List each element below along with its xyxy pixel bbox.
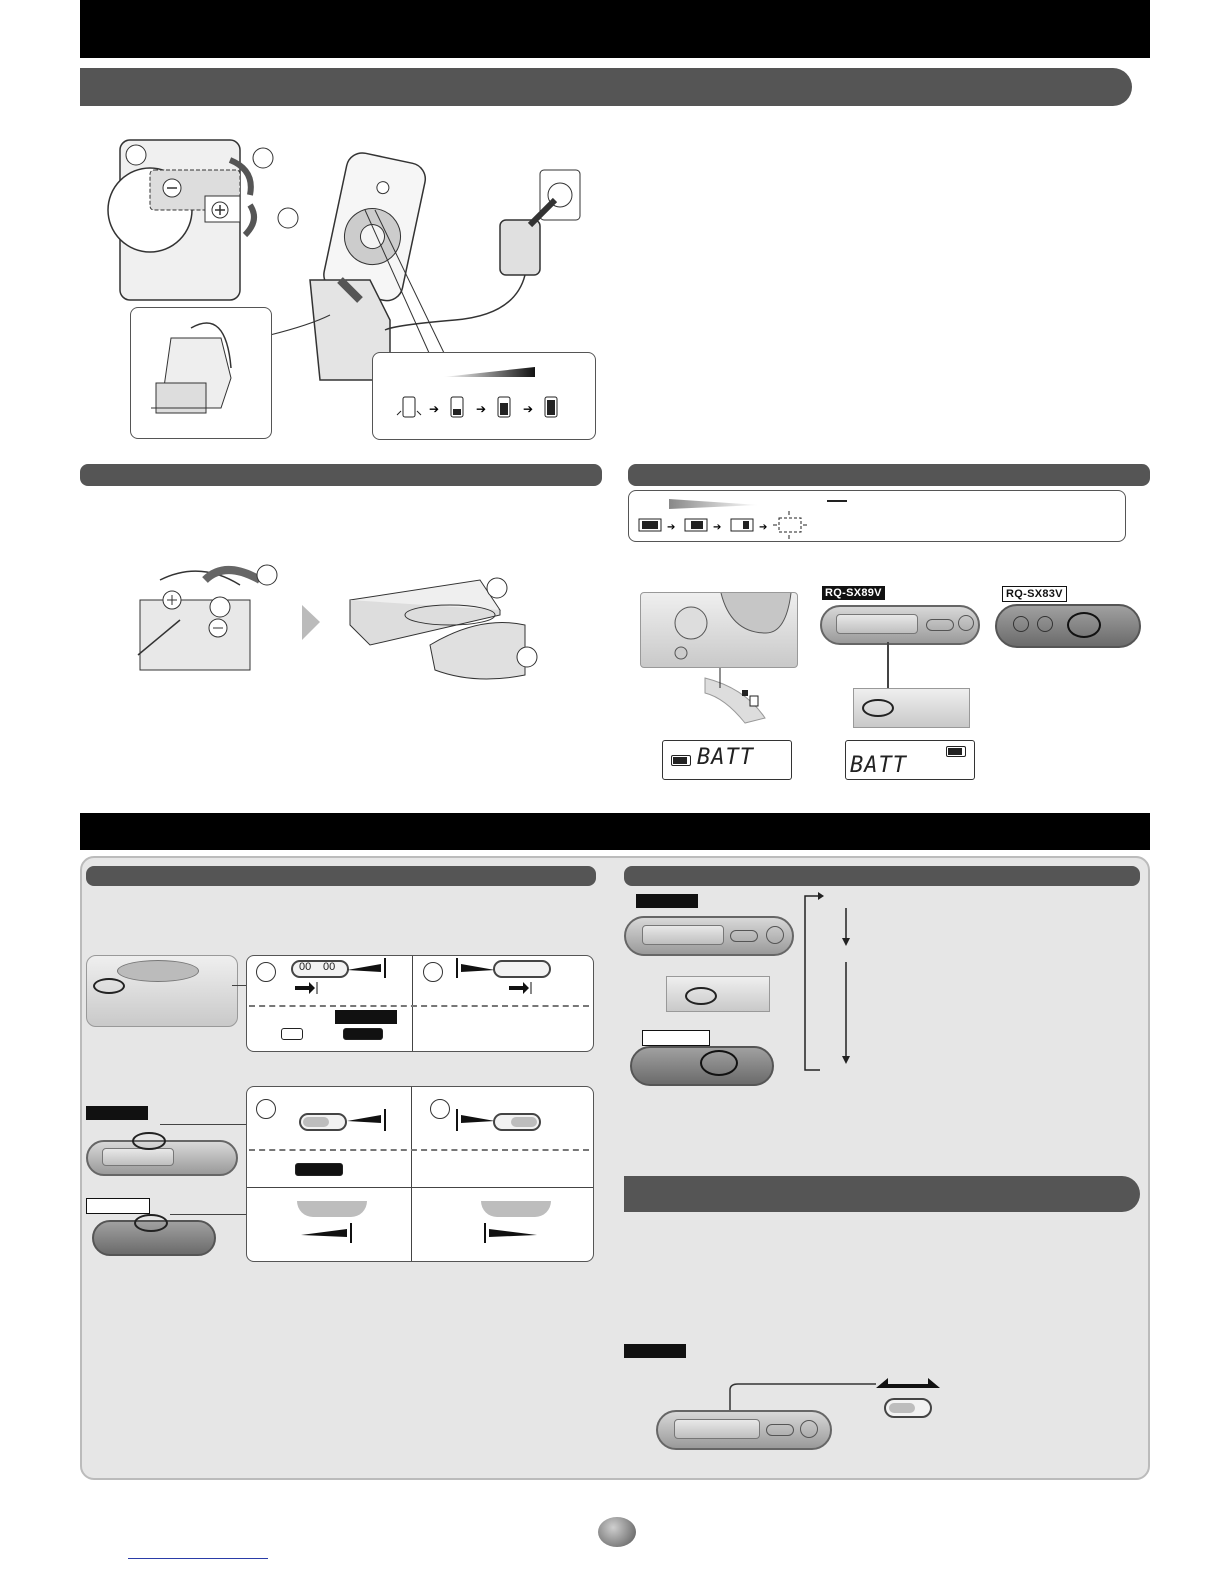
battery-insertion-illustration [130, 560, 550, 700]
hold-slider-b[interactable] [493, 960, 551, 978]
power-side-closeup [666, 976, 770, 1012]
battery-insertion-drawing [130, 560, 550, 700]
battery-full-icon [639, 519, 661, 531]
power-device-sx89v [624, 916, 794, 956]
charge-indicator-2 [451, 397, 463, 417]
charge-indicator-full [545, 397, 557, 417]
hold-arrow-a [347, 958, 387, 980]
hold-device-sx89v [86, 1140, 238, 1176]
battery-empty-flashing-icon [773, 511, 807, 539]
hold-arrow-b [455, 958, 495, 980]
svg-text:➔: ➔ [759, 522, 768, 533]
hold-section-bar [86, 866, 596, 886]
cradle-detail-drawing [131, 308, 271, 438]
svg-text:➔: ➔ [523, 402, 534, 416]
power-model-badge-1 [636, 894, 698, 908]
operations-panel [80, 856, 1150, 1480]
remaining-battery-box [628, 490, 1126, 542]
remaining-battery-bar [628, 464, 1150, 486]
charge-progress-drawing [373, 353, 595, 439]
battery-low-icon [731, 519, 753, 531]
key-icon-off [281, 1028, 303, 1040]
hold-switch-box-2 [246, 1086, 594, 1262]
step-a2-marker [256, 1099, 276, 1119]
battery-two-thirds-icon [685, 519, 707, 531]
hold-arrow-c [347, 1109, 387, 1133]
rotate-slider[interactable] [884, 1398, 932, 1418]
hold-slider-c[interactable] [299, 1113, 347, 1131]
hold-switch-sx83v-a [297, 1201, 367, 1217]
key-icon-box2 [295, 1163, 343, 1176]
lcd-display-left [662, 740, 792, 780]
model-badge-sx83v: RQ-SX83V [1002, 586, 1067, 602]
key-icon-on [343, 1028, 383, 1040]
lcd-right-battery-icon [946, 746, 966, 757]
svg-text:➔: ➔ [667, 522, 676, 533]
power-section-bar [624, 866, 1140, 886]
rotate-model-badge [624, 1344, 686, 1358]
hold-device-sx83v [92, 1220, 216, 1256]
step-b-marker [423, 962, 443, 982]
charge-indicator-3 [498, 397, 510, 417]
power-flow-arrows [800, 890, 860, 1080]
lcd-left-batt-text: BATT [697, 745, 754, 770]
lcd-right-batt-text: BATT [850, 753, 907, 778]
hold-box1-badge [335, 1010, 397, 1024]
page-number-marker [598, 1517, 636, 1547]
lcd-display-right [845, 740, 975, 780]
charging-section-bar [80, 68, 1132, 106]
remaining-battery-indicators [629, 491, 1125, 541]
rotate-callout-line [728, 1380, 878, 1420]
charge-progress-inset [372, 352, 596, 440]
hold-player-illustration [86, 955, 238, 1027]
sx89v-side-closeup [853, 688, 970, 728]
rotate-section-bar [624, 1176, 1140, 1212]
hold-arrow-d [455, 1109, 495, 1133]
hold-callout-line-3 [170, 1214, 246, 1215]
hold-switch-sx83v-b [481, 1201, 551, 1217]
svg-text:➔: ➔ [713, 522, 722, 533]
player-top-drawing [641, 593, 797, 667]
cradle-detail-inset [130, 307, 272, 439]
hold-arrow-e [301, 1221, 361, 1243]
hold-arrow-f [483, 1221, 543, 1243]
slider-a-text1: 00 [299, 961, 312, 973]
player-top-illustration [640, 592, 798, 668]
slide-arrow-a [295, 982, 319, 994]
operations-header-bar [80, 813, 1150, 850]
footer-link-underline[interactable] [128, 1558, 268, 1559]
lcd-battery-icon [671, 755, 691, 766]
hold-slider-a[interactable] [291, 960, 349, 978]
rotate-bidirectional-arrow [874, 1374, 944, 1394]
step-b2-marker [430, 1099, 450, 1119]
power-device-sx83v [630, 1046, 774, 1086]
step-a-marker [256, 962, 276, 982]
slide-arrow-b [509, 982, 533, 994]
slider-a-text2: 00 [323, 961, 336, 973]
charge-indicator-1 [397, 397, 421, 417]
svg-text:➔: ➔ [476, 402, 487, 416]
top-header-bar [80, 0, 1150, 58]
battery-section-bar [80, 464, 602, 486]
hold-slider-d[interactable] [493, 1113, 541, 1131]
hold-callout-line-2 [160, 1124, 246, 1125]
hold-switch-box-1 [246, 955, 594, 1052]
hold-model-badge-2 [86, 1198, 150, 1214]
svg-text:➔: ➔ [429, 402, 440, 416]
hold-model-badge-1 [86, 1106, 148, 1120]
model-badge-sx89v: RQ-SX89V [822, 586, 885, 600]
dial-callout [700, 668, 800, 728]
device-sx89v-top [820, 605, 980, 645]
power-model-badge-2 [642, 1030, 710, 1046]
device-sx83v-top [995, 604, 1141, 648]
